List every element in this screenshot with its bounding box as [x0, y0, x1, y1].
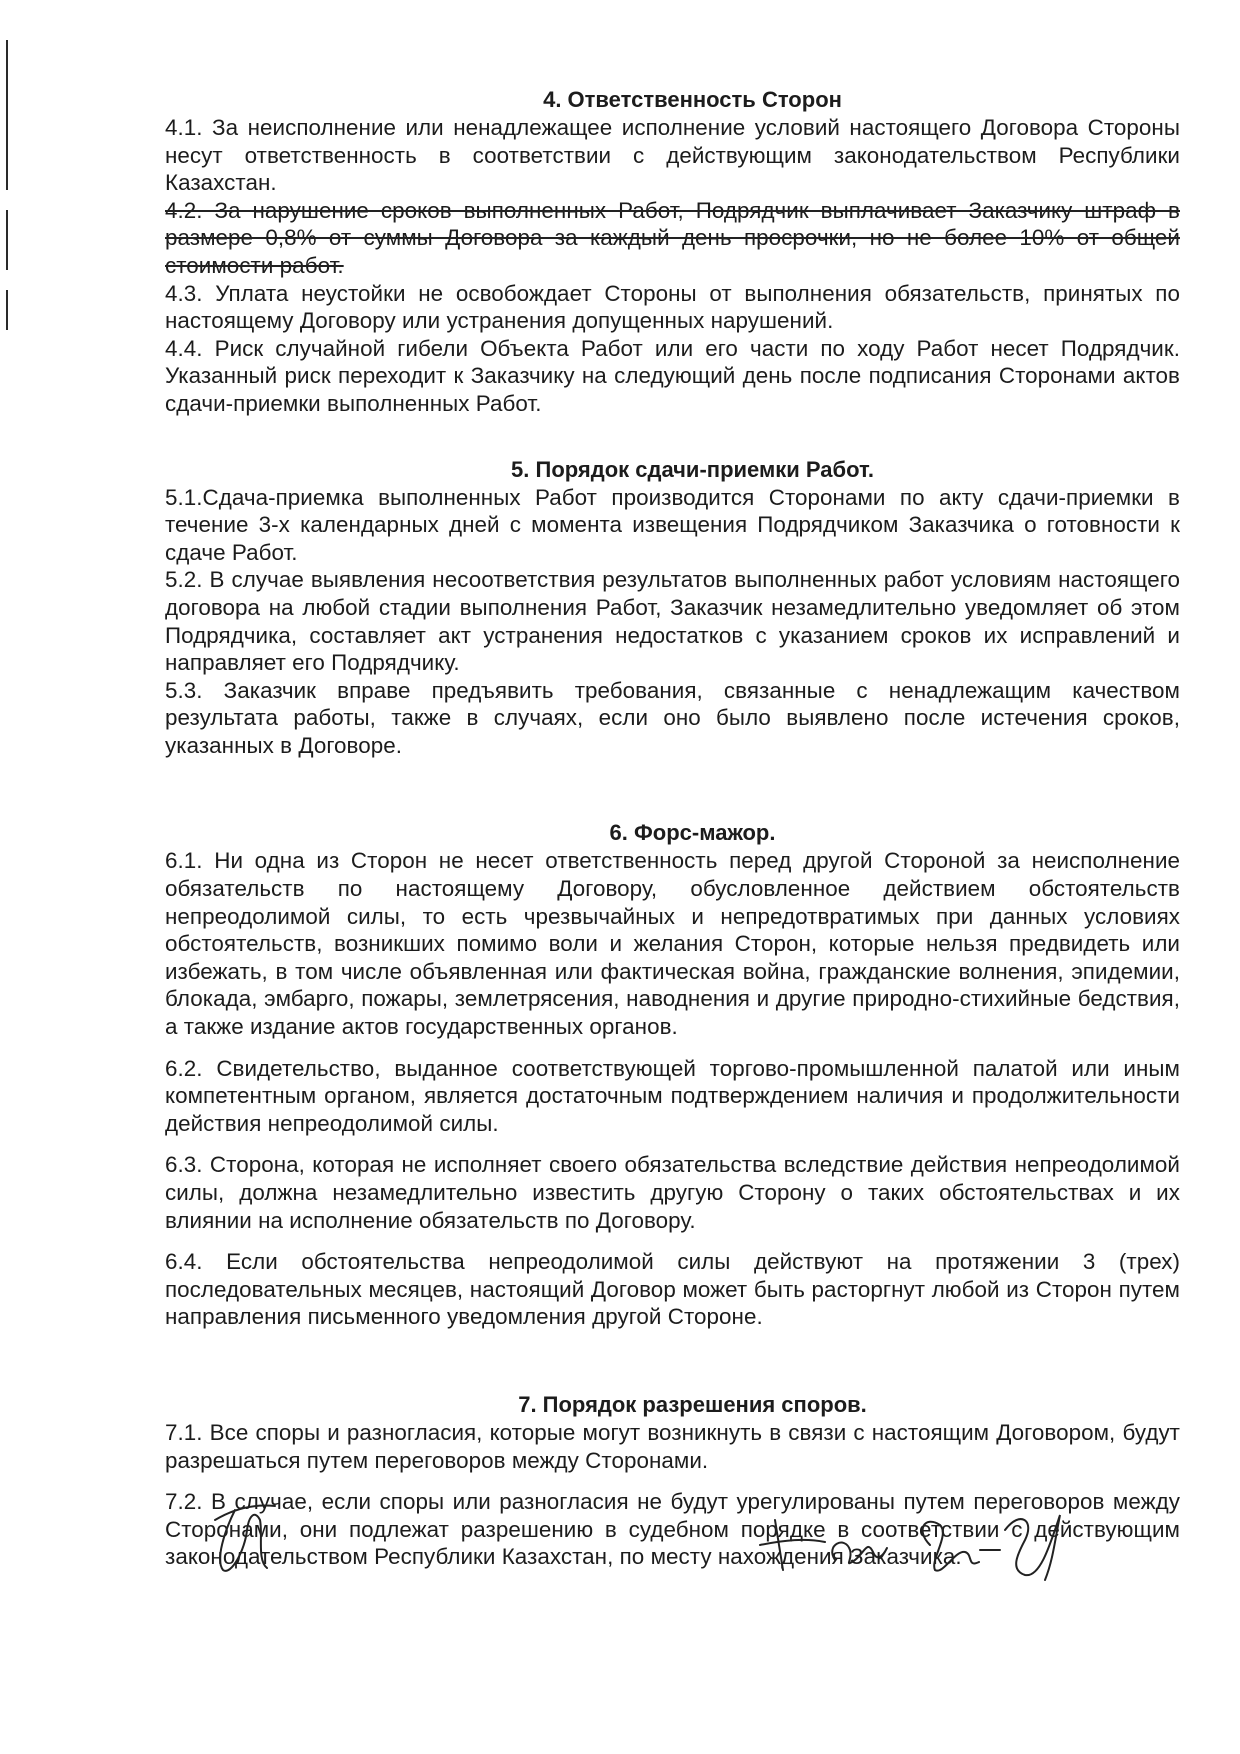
- signature-left: [205, 1490, 295, 1580]
- section-title-4: 4. Ответственность Сторон: [543, 87, 842, 112]
- clause-7-2: 7.2. В случае, если споры или разногласия не будут урегулированы путем переговоров между Сторонами, они подлежат разрешению в судебном порядке в соответствии с действующим законодательством Республики Казахстан, по месту нахождения Заказчика.: [165, 1489, 1180, 1570]
- scan-edge-mark: [6, 290, 8, 330]
- scan-edge-mark: [6, 210, 8, 270]
- contract-page: [165, 86, 1180, 1571]
- section-title-6: 6. Форс-мажор.: [609, 820, 776, 846]
- clause-6-4: 6.4. Если обстоятельства непреодолимой силы действуют на протяжении 3 (трех) последовательных месяцев, настоящий Договор может быть расторгнут любой из Сторон путем направления письменного уведомления другой Стороне.: [165, 1249, 1180, 1330]
- clause-5-1: 5.1.Сдача-приемка выполненных Работ производится Сторонами по акту сдачи-приемки в течение 3-х календарных дней с момента извещения Подрядчиком Заказчика о готовности к сдаче Работ.: [165, 484, 1180, 565]
- clause-6-1: 6.1. Ни одна из Сторон не несет ответственность перед другой Стороной за неисполнение обязательств по настоящему Договору, обусловленное действием обстоятельств непреодолимой силы, то есть чрезвычайных и непредотвратимых при данных условиях обстоятельств, возникших помимо воли и желания Сторон, которые нельзя предвидеть или избежать, в том числе объявленная или фактическая война, гражданские волнения, эпидемии, блокада, эмбарго, пожары, землетрясения, наводнения и другие природно-стихийные бедствия, а также издание актов государственных органов.: [165, 848, 1180, 1040]
- section-title-5: 5. Порядок сдачи-приемки Работ.: [511, 456, 874, 482]
- clause-6-2: 6.2. Свидетельство, выданное соответствующей торгово-промышленной палатой или иным компетентным органом, является достаточным подтверждением наличия и продолжительности действия непреодолимой силы.: [165, 1055, 1180, 1136]
- scan-edge-mark: [6, 40, 8, 190]
- signature-right: [755, 1490, 1075, 1590]
- clause-4-1: 4.1. За неисполнение или ненадлежащее исполнение условий настоящего Договора Стороны несут ответственность в соответствии с действующим законодательством Республики Казахстан.: [165, 115, 1180, 196]
- clause-4-4: 4.4. Риск случайной гибели Объекта Работ или его части по ходу Работ несет Подрядчик. Указанный риск переходит к Заказчику на следующий день после подписания Сторонами актов сдачи-приемки выполненных Работ.: [165, 335, 1180, 416]
- clause-7-1: 7.1. Все споры и разногласия, которые могут возникнуть в связи с настоящим Договором, будут разрешаться путем переговоров между Сторонами.: [165, 1419, 1180, 1473]
- clause-4-2: 4.2. За нарушение сроков выполненных Работ, Подрядчик выплачивает Заказчику штраф в размере 0,8% от суммы Договора за каждый день просрочки, но не более 10% от общей стоимости работ.: [165, 197, 1180, 278]
- clause-5-2: 5.2. В случае выявления несоответствия результатов выполненных работ условиям настоящего договора на любой стадии выполнения Работ, Заказчик незамедлительно уведомляет об этом Подрядчика, составляет акт устранения недостатков с указанием сроков их исправлений и направляет его Подрядчику.: [165, 567, 1180, 676]
- clause-6-3: 6.3. Сторона, которая не исполняет своего обязательства вследствие действия непреодолимой силы, должна незамедлительно известить другую Сторону о таких обстоятельствах и их влиянии на исполнение обязательств по Договору.: [165, 1152, 1180, 1233]
- clause-4-3: 4.3. Уплата неустойки не освобождает Стороны от выполнения обязательств, принятых по настоящему Договору или устранения допущенных нарушений.: [165, 280, 1180, 334]
- section-title-7: 7. Порядок разрешения споров.: [518, 1391, 867, 1417]
- clause-5-3: 5.3. Заказчик вправе предъявить требования, связанные с ненадлежащим качеством результата работы, также в случаях, если оно было выявлено после истечения сроков, указанных в Договоре.: [165, 677, 1180, 758]
